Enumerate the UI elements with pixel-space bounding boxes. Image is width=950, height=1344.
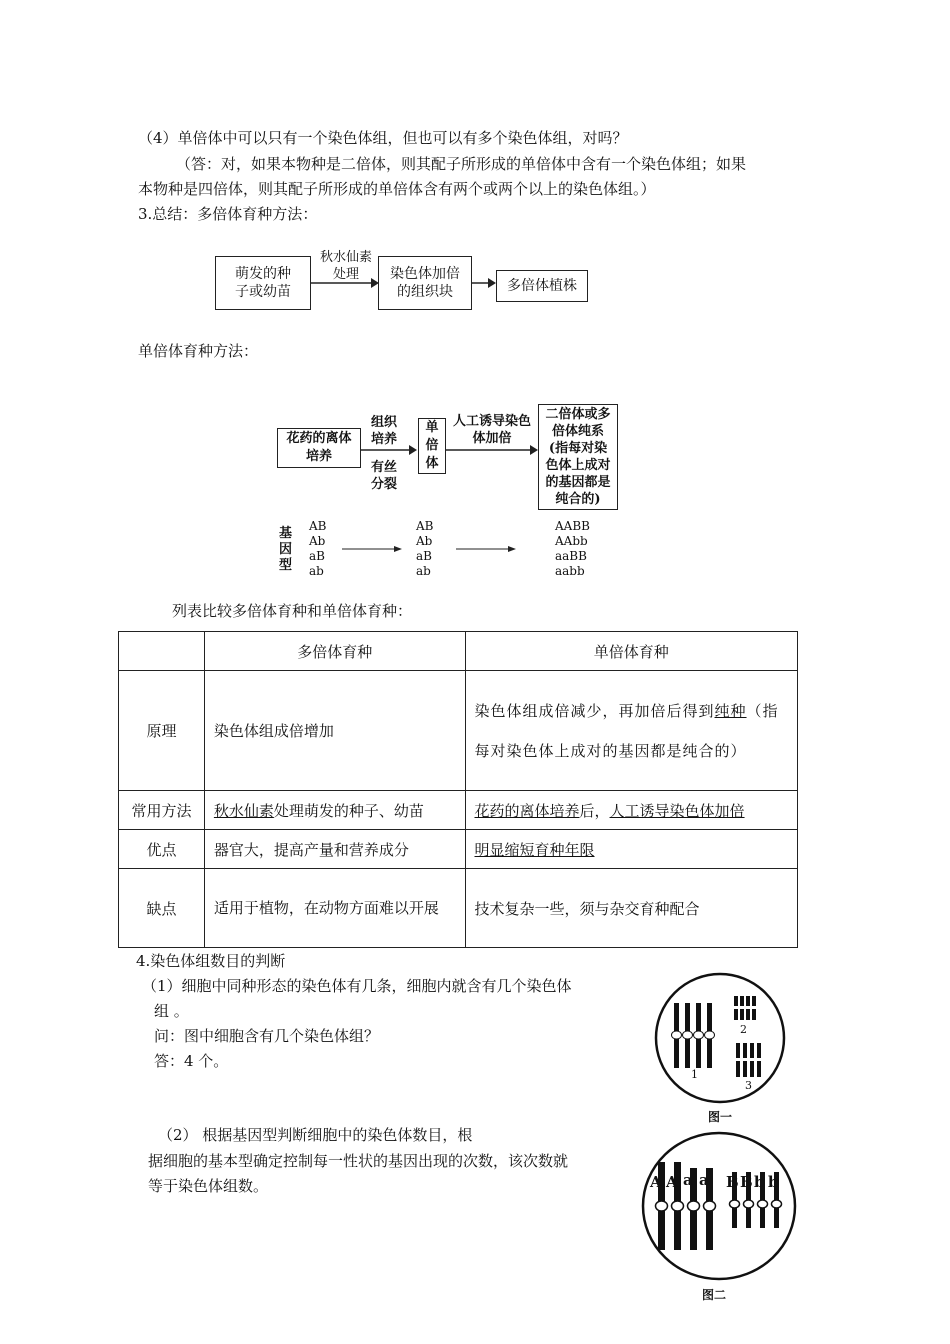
gene-label: A (666, 1173, 678, 1191)
genotype-item: AB (309, 519, 327, 533)
section4-heading: 4.染色体组数目的判断 (136, 952, 286, 970)
section4-p2-line1: （2） 根据基因型判断细胞中的染色体数目，根 (158, 1126, 473, 1144)
genotype-item: aB (416, 549, 432, 563)
table-row (119, 830, 798, 869)
figure1-caption: 图一 (708, 1110, 733, 1124)
text-span: 染色体组成倍减少，再加倍后得到 (474, 701, 715, 720)
table-header-cell: 单倍体育种 (465, 632, 798, 671)
cell-principle-poly: 染色体组成倍增加 (204, 671, 465, 791)
genotype-item: ab (309, 564, 324, 578)
flow-box-anther-culture: 花药的离体培养 (277, 428, 361, 468)
underlined-term: 明显缩短育种年限 (474, 840, 595, 859)
section4-p1-line2: 组 。 (154, 1002, 189, 1020)
cell-principle-hap (465, 671, 798, 791)
gene-label: B (740, 1173, 753, 1191)
section4-p2-line2: 据细胞的基本型确定控制每一性状的基因出现的次数，该次数就 (148, 1152, 569, 1170)
text-span: 处理萌发的种子、幼苗 (273, 801, 424, 820)
cell-method-hap (465, 791, 798, 830)
row-label-principle: 原理 (119, 671, 205, 791)
arrow-icon (456, 543, 518, 555)
arrow-icon (361, 443, 419, 457)
figure1-label-1: 1 (691, 1068, 698, 1081)
cell-adv-poly: 器官大，提高产量和营养成分 (204, 830, 465, 869)
gene-label: B (726, 1173, 739, 1191)
arrow-icon (311, 276, 381, 290)
genotype-col1 (309, 519, 326, 579)
summary-heading: 3.总结：多倍体育种方法： (138, 205, 318, 223)
gene-label: a (683, 1171, 693, 1189)
figure1-label-3: 3 (745, 1079, 752, 1092)
section4-answer: 答：4 个。 (154, 1052, 229, 1070)
cell-method-poly (204, 791, 465, 830)
figure2-cell (640, 1130, 798, 1282)
figure1-label-2: 2 (740, 1023, 747, 1036)
gene-label: a (699, 1171, 709, 1189)
text-span: （指每对染色体上成对的基因都是纯合的） (474, 701, 779, 760)
haploid-heading: 单倍体育种方法： (138, 342, 259, 360)
genotype-col3 (555, 519, 590, 579)
section4-p1-line1: （1）细胞中同种形态的染色体有几条，细胞内就含有几个染色体 (142, 977, 572, 995)
flow-label-tissue-culture: 组织培养 (370, 415, 397, 447)
flow-label-colchicine: 秋水仙素处理 (319, 250, 372, 282)
genotype-item: AAbb (555, 534, 588, 548)
arrow-icon (446, 443, 540, 457)
comparison-table (118, 631, 798, 948)
flow-label-induce-doubling: 人工诱导染色体加倍 (452, 414, 531, 446)
table-row (119, 632, 798, 671)
arrow-icon (472, 276, 498, 290)
genotype-label: 基因型 (279, 526, 293, 573)
genotype-item: Ab (309, 534, 326, 548)
genotype-item: aB (309, 549, 325, 563)
flow-box-haploid: 单倍体 (418, 418, 446, 474)
q4-answer-line2: 本物种是四倍体，则其配子所形成的单倍体含有两个或两个以上的染色体组。） (138, 180, 656, 198)
underlined-term: 秋水仙素 (213, 801, 274, 820)
flow-box-pure-line: 二倍体或多倍体纯系(指每对染色体上成对的基因都是纯合的) (538, 404, 618, 510)
flow-box-polyploid-plant: 多倍体植株 (496, 270, 588, 302)
gene-label: A (650, 1173, 662, 1191)
arrow-icon (342, 543, 404, 555)
q4-answer-line1: （答：对，如果本物种是二倍体，则其配子所形成的单倍体中含有一个染色体组；如果 (176, 155, 747, 173)
genotype-item: aabb (555, 564, 585, 578)
figure1-cell (652, 970, 788, 1106)
table-row (119, 671, 798, 791)
section4-question: 问：图中细胞含有几个染色体组？ (154, 1027, 380, 1045)
section4-p2-line3: 等于染色体组数。 (148, 1177, 269, 1195)
table-row (119, 791, 798, 830)
genotype-col2 (416, 519, 433, 579)
flow-box-seedling: 萌发的种子或幼苗 (215, 256, 311, 310)
table-row (119, 869, 798, 948)
underlined-term: 纯种 (714, 701, 747, 720)
row-label-advantage: 优点 (119, 830, 205, 869)
cell-dis-poly: 适用于植物，在动物方面难以开展 (204, 869, 465, 948)
q4-question: （4）单倍体中可以只有一个染色体组，但也可以有多个染色体组，对吗？ (138, 129, 628, 147)
genotype-item: ab (416, 564, 431, 578)
table-header-cell (119, 632, 205, 671)
cell-dis-hap: 技术复杂一些，须与杂交育种配合 (465, 869, 798, 948)
table-header-cell: 多倍体育种 (204, 632, 465, 671)
cell-adv-hap (465, 830, 798, 869)
table-intro: 列表比较多倍体育种和单倍体育种： (172, 602, 413, 620)
genotype-item: AABB (555, 519, 590, 533)
genotype-item: aaBB (555, 549, 587, 563)
flow-label-mitosis: 有丝分裂 (370, 460, 397, 492)
row-label-disadvantage: 缺点 (119, 869, 205, 948)
gene-label: b (754, 1173, 765, 1191)
genotype-item: Ab (416, 534, 433, 548)
underlined-term: 花药的离体培养 (474, 801, 580, 820)
flow-box-doubled-tissue: 染色体加倍的组织块 (378, 256, 472, 310)
genotype-item: AB (416, 519, 434, 533)
underlined-term: 人工诱导染色体加倍 (609, 801, 745, 820)
gene-label: b (768, 1173, 779, 1191)
text-span: 后， (579, 801, 610, 820)
figure2-caption: 图二 (702, 1288, 727, 1302)
row-label-method: 常用方法 (119, 791, 205, 830)
